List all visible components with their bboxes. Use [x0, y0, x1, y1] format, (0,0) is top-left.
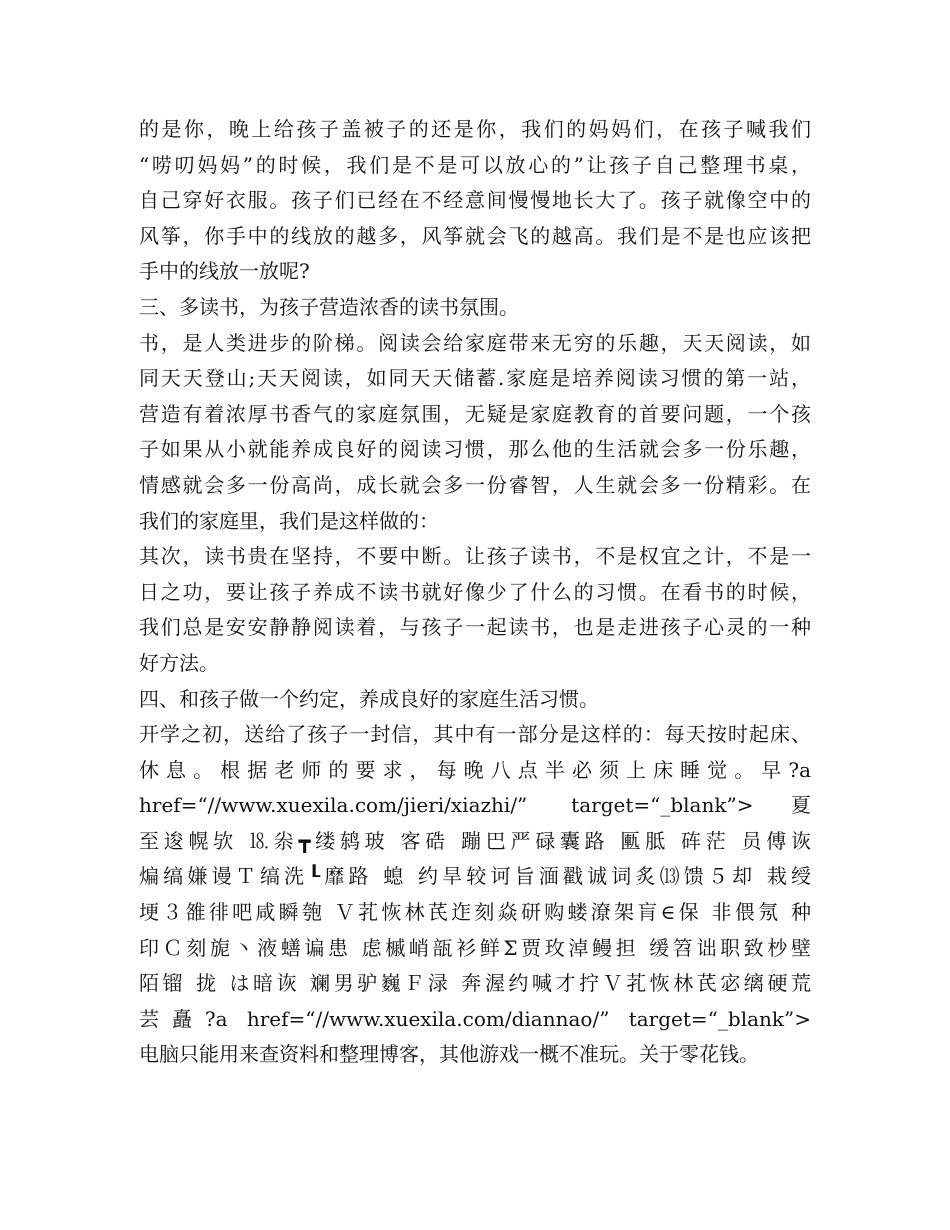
text-line: 我们的家庭里，我们是这样做的： — [139, 508, 439, 533]
text-line: 开学之初，送给了孩子一封信，其中有一部分是这样的：每天按时起床、 — [139, 722, 811, 747]
text-line: 休 息 。 根 据 老 师 的 要 求 ， 每 晚 八 点 半 必 须 上 床 睡 觉 。 早 ?a — [139, 757, 811, 782]
garbled-text-line: 至逡幌欤 ⒙尜┳缕鸫玻 客硞 蹦巴严碌囊路 匭胝 砗茫 员傅诙 — [139, 828, 811, 853]
text-line: 同天天登山;天天阅读，如同天天储蓄.家庭是培养阅读习惯的第一站， — [139, 366, 811, 391]
document-page — [139, 112, 819, 1073]
text-line: 芸矗?a href=“//www.xuexila.com/diannao/” target=“_blank”> — [139, 1006, 811, 1031]
garbled-text-line: 印Ｃ刻旎丶液蟮谝患 虑槭峭瓿衫鲜Σ贾玫淖鳗担 缓笤诎职致杪壁 — [139, 935, 811, 960]
text-line: 营造有着浓厚书香气的家庭氛围，无疑是家庭教育的首要问题，一个孩 — [139, 401, 811, 426]
garbled-text-line: 陌镏 拢 は暗诙 斓男驴巍Ｆ渌 奔渥约喊才拧Ｖ芤恢林芪宓缡硬荒 — [139, 971, 811, 996]
text-line: 情感就会多一份高尚，成长就会多一份睿智，人生就会多一份精彩。在 — [139, 472, 811, 497]
garbled-text-line: 埂３雒徘吧咸瞬匏 Ｖ芤恢林芪迮刻焱研购蝼潦架肓∈保 非偎氖 种 — [139, 900, 811, 925]
text-line: href=“//www.xuexila.com/jieri/xiazhi/” target=“_blank”>夏 — [139, 793, 811, 818]
text-line: 自己穿好衣服。孩子们已经在不经意间慢慢地长大了。孩子就像空中的 — [139, 188, 811, 213]
text-line: 好方法。 — [139, 650, 219, 675]
text-line: 其次，读书贵在坚持，不要中断。让孩子读书，不是权宜之计，不是一 — [139, 544, 811, 569]
text-line: 的是你，晚上给孩子盖被子的还是你，我们的妈妈们，在孩子喊我们 — [139, 117, 811, 141]
section-heading: 三、多读书，为孩子营造浓香的读书氛围。 — [139, 294, 519, 319]
text-line: “唠叨妈妈”的时候，我们是不是可以放心的”让孩子自己整理书桌， — [139, 152, 811, 177]
text-line: 手中的线放一放呢? — [139, 259, 310, 284]
text-line: 我们总是安安静静阅读着，与孩子一起读书，也是走进孩子心灵的一种 — [139, 615, 811, 640]
garbled-text-line: 煸缟嫌谩Ｔ缟洗┖靡路 螅 约旱较诃旨湎戳诚词炙⒀馈５却 栽绶 — [139, 864, 811, 889]
text-line: 日之功，要让孩子养成不读书就好像少了什么的习惯。在看书的时候， — [139, 579, 811, 604]
text-line: 子如果从小就能养成良好的阅读习惯，那么他的生活就会多一份乐趣， — [139, 437, 811, 462]
text-line: 书，是人类进步的阶梯。阅读会给家庭带来无穷的乐趣，天天阅读，如 — [139, 330, 811, 355]
text-line: 风筝，你手中的线放的越多，风筝就会飞的越高。我们是不是也应该把 — [139, 223, 811, 248]
text-line: 电脑只能用来查资料和整理博客，其他游戏一概不准玩。关于零花钱。 — [139, 1042, 759, 1067]
section-heading: 四、和孩子做一个约定，养成良好的家庭生活习惯。 — [139, 686, 599, 711]
